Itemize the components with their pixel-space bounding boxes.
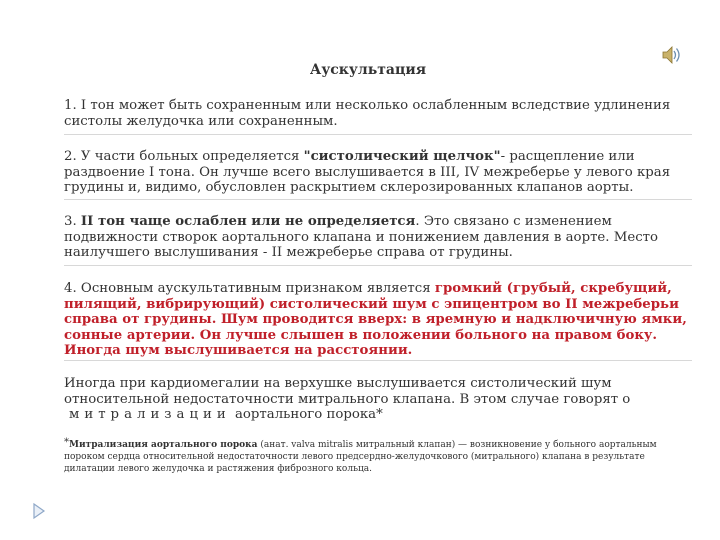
paragraph-5-text: Иногда при кардиомегалии на верхушке выслушивается систолический шум относительной недостаточности митрального клапана. В этом случае говорят о [64, 376, 631, 407]
paragraph-1: 1. I тон может быть сохраненным или несколько ослабленным вследствие удлинения систолы желудочка или сохраненным. [64, 98, 692, 135]
paragraph-5 [64, 376, 692, 425]
speaker-icon[interactable] [660, 44, 682, 66]
footnote-marker: * [64, 437, 69, 448]
footnote [64, 437, 694, 475]
systolic-click-term: "систолический щелчок" [303, 149, 501, 164]
paragraph-2-text-after: - расщепление или раздвоение I тона. Он лучше всего выслушивается в III, IV межреберье у левого края грудины и, видимо, обусловлен раскрытием склерозированных клапанов аорты. [64, 149, 671, 195]
paragraph-4-text: 4. Основным аускультативным признаком является [64, 281, 435, 296]
paragraph-5-text-after: аортального порока* [230, 407, 383, 422]
paragraph-3-text: 3. [64, 214, 81, 229]
paragraph-2 [64, 149, 692, 200]
murmur-description: громкий (грубый, скребущий, пилящий, вибрирующий) систолический шум с эпицентром во II межреберьи справа от грудины. Шум проводится вверх: в яремную и надключичную ямки, сонные артерии. Он лучше слышен в положении больного на правом боку. Иногда шум выслушивается на расстоянии. [64, 281, 687, 358]
paragraph-3-text-after: . Это связано с изменением подвижности створок аортального клапана и понижением давления в аорте. Место наилучшего выслушивания - II межреберье справа от грудины. [64, 214, 659, 260]
slide-body [64, 98, 692, 425]
slide-title: Аускультация [309, 62, 427, 78]
paragraph-2-text: 2. У части больных определяется [64, 149, 304, 164]
footnote-text: (анат. valva mitralis митральный клапан) — возникновение у больного аортальным пороком сердца относительной недостаточности левого предсердно-желудочкового (митрального) клапана в результате дилатации левого желудочка и растяжения фиброзного кольца. [64, 440, 657, 474]
paragraph-4 [64, 281, 692, 361]
next-slide-arrow-icon[interactable] [32, 502, 46, 520]
paragraph-3 [64, 214, 692, 266]
mitralization-term: митрализации [69, 407, 231, 422]
second-tone-term: II тон чаще ослаблен или не определяется [80, 214, 416, 229]
footnote-term: Митрализация аортального порока [69, 440, 258, 450]
